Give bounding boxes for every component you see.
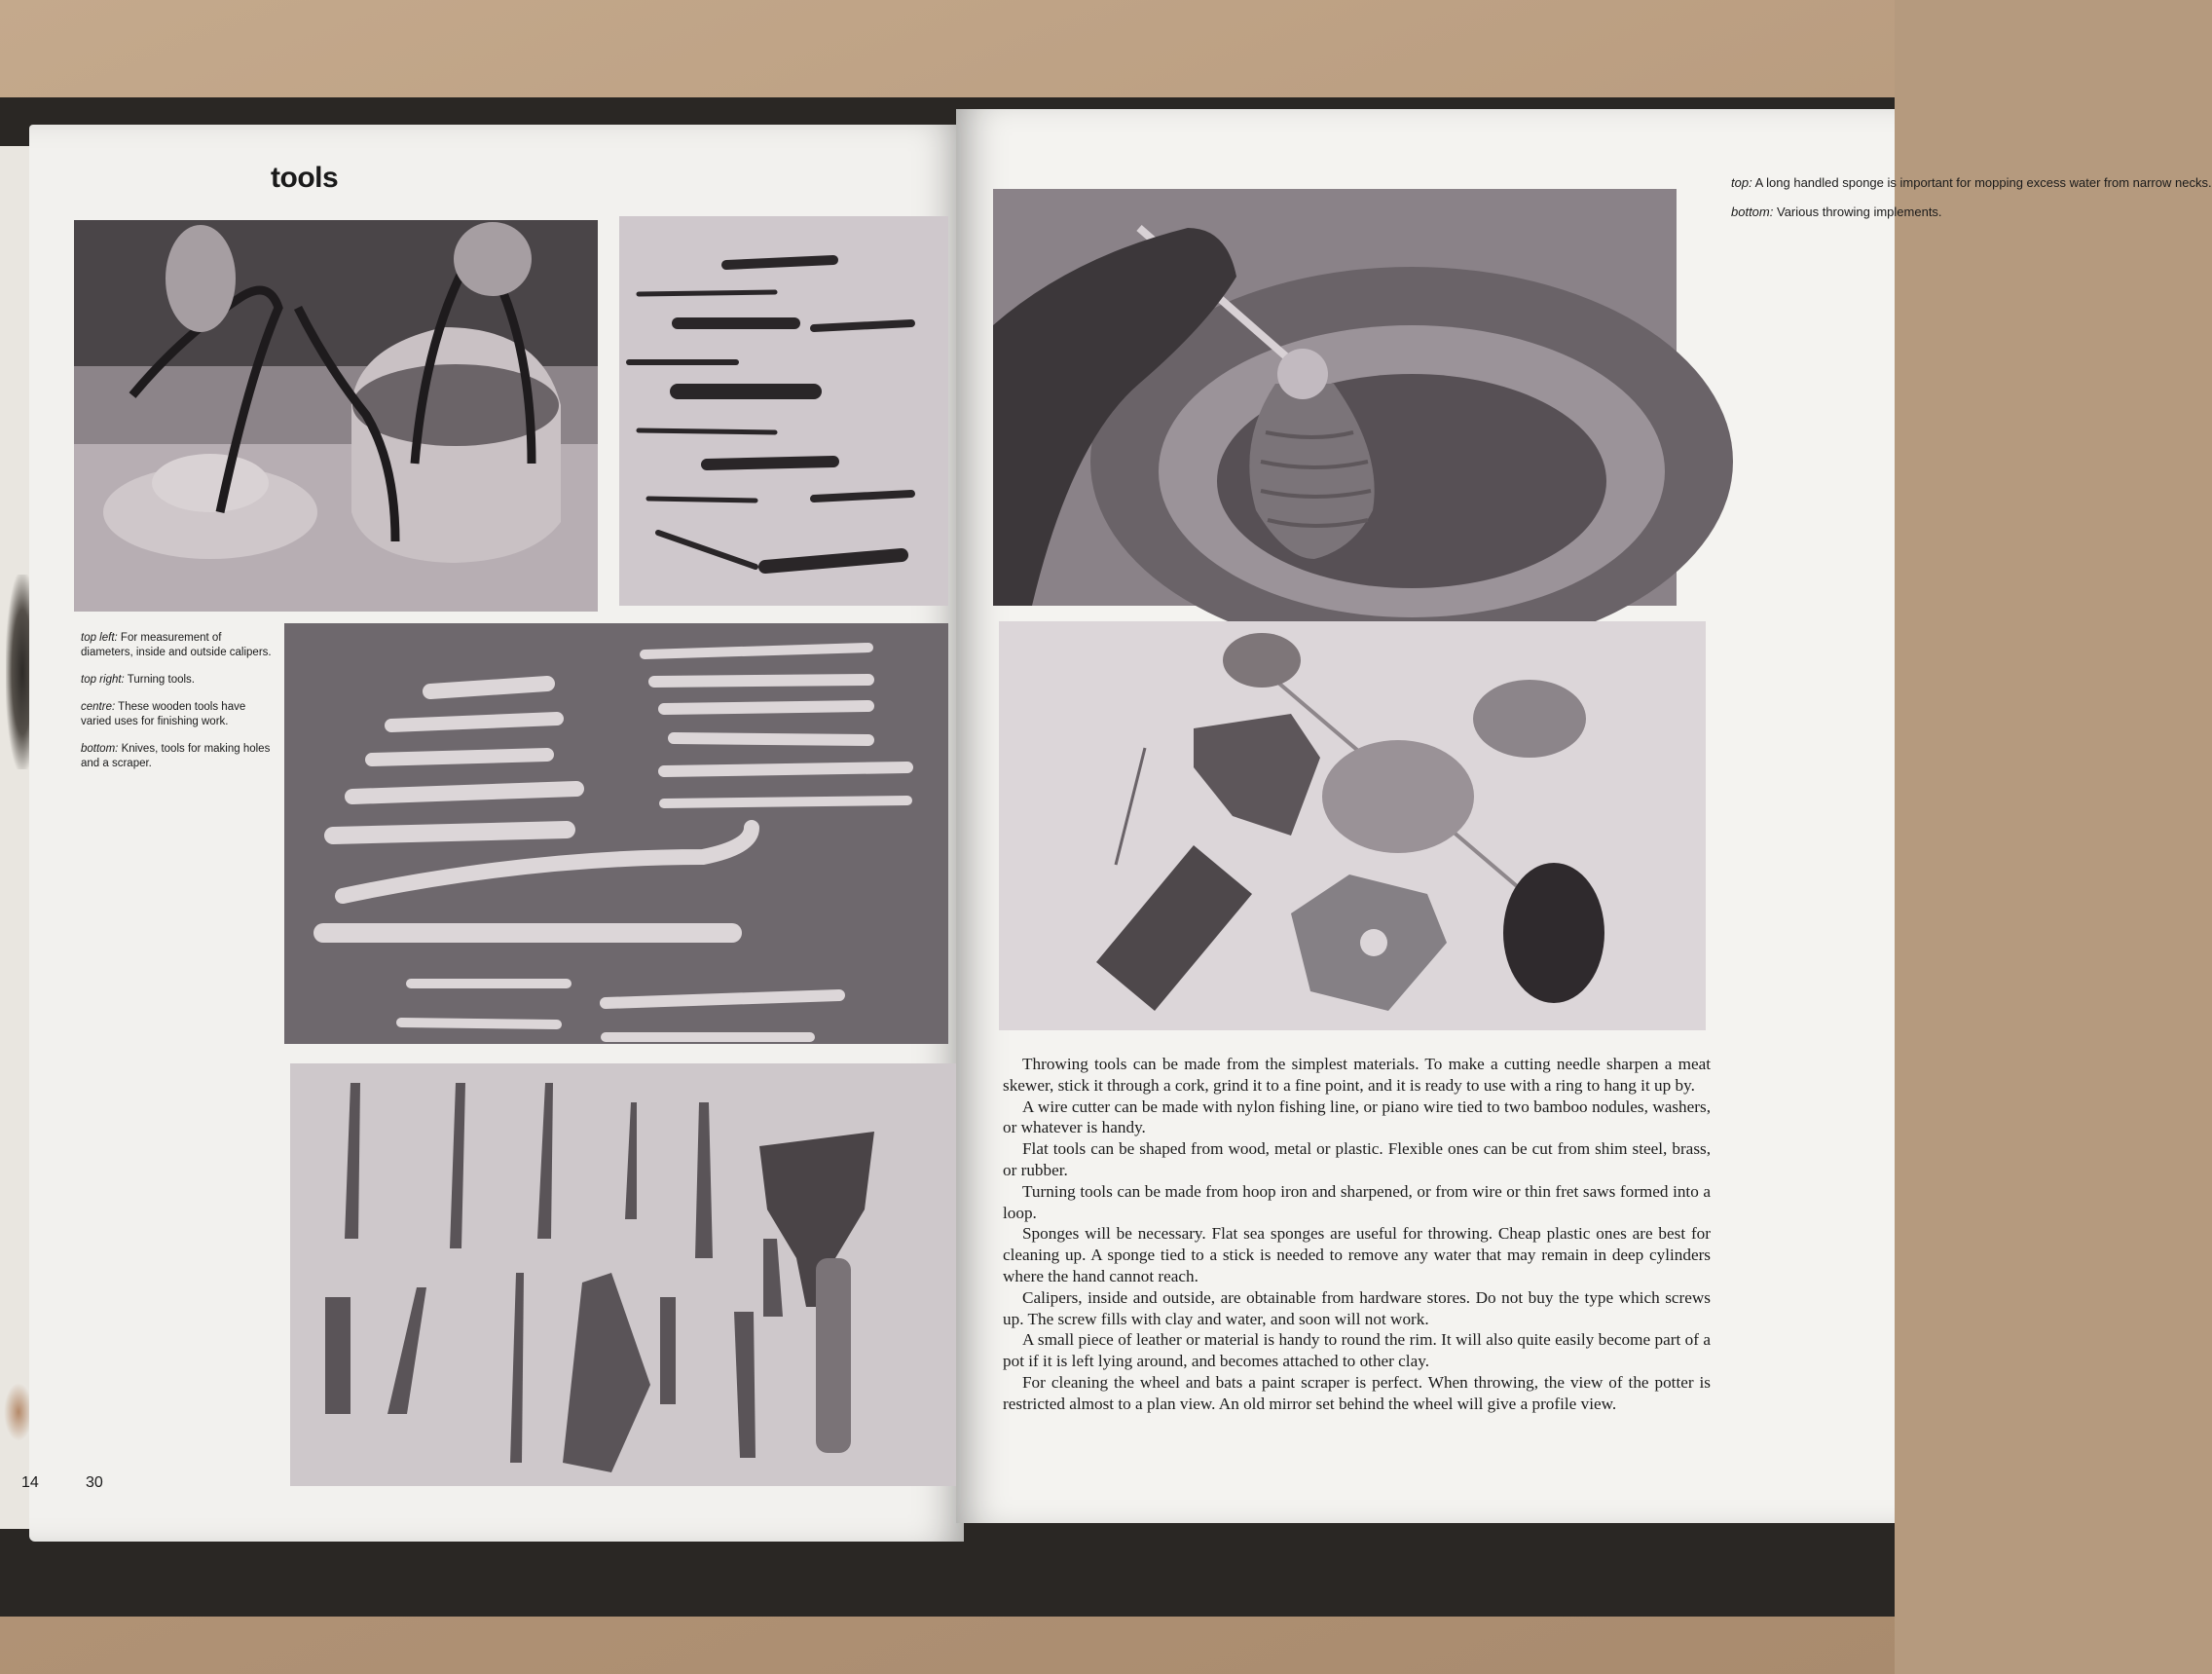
paragraph: A wire cutter can be made with nylon fishing line, or piano wire tied to two bamboo nodules, washers, or whatever is handy. (1003, 1097, 1711, 1137)
body-text (1003, 1054, 1711, 1415)
photo-calipers (74, 220, 598, 612)
page-title: tools (271, 162, 339, 194)
calipers-illustration (74, 220, 598, 612)
paragraph: Sponges will be necessary. Flat sea sponges are useful for throwing. Cheap plastic ones are best for cleaning up. A sponge tied to a stick is needed to remove any water that may remain in deep cylinders where the hand cannot reach. (1003, 1224, 1711, 1285)
turning-tools-illustration (619, 216, 948, 606)
caption-centre: centre: These wooden tools have varied uses for finishing work. (81, 701, 246, 727)
photo-wooden-tools (284, 623, 948, 1044)
caption-bottom: bottom: Knives, tools for making holes and a scraper. (81, 743, 271, 769)
right-captions (1731, 175, 2212, 234)
paragraph: Turning tools can be made from hoop iron and sharpened, or from wire or thin fret saws formed into a loop. (1003, 1181, 1711, 1222)
photo-knives-scraper (290, 1063, 956, 1486)
photo-turning-tools (619, 216, 948, 606)
paragraph: A small piece of leather or material is handy to round the rim. It will also quite easily become part of a pot if it is left lying around, and becomes attached to other clay. (1003, 1330, 1711, 1371)
paragraph: Throwing tools can be made from the simplest materials. To make a cutting needle sharpen a meat skewer, stick it through a cork, grind it to a fine point, and it is ready to use with a ring to hang it up by. (1003, 1055, 1711, 1095)
caption-top: top: A long handled sponge is important for mopping excess water from narrow necks. (1731, 175, 2212, 190)
paragraph: Calipers, inside and outside, are obtainable from hardware stores. Do not buy the type which screws up. The screw fills with clay and water, and soon will not work. (1003, 1287, 1711, 1328)
paragraph: For cleaning the wheel and bats a paint scraper is perfect. When throwing, the view of the potter is restricted almost to a plan view. An old mirror set behind the wheel will give a profile view. (1003, 1372, 1711, 1413)
paragraph: Flat tools can be shaped from wood, metal or plastic. Flexible ones can be cut from shim steel, brass, or rubber. (1003, 1139, 1711, 1179)
caption-top-left: top left: For measurement of diameters, inside and outside calipers. (81, 632, 272, 658)
photo-throwing-implements (999, 621, 1706, 1030)
caption-top-right: top right: Turning tools. (81, 674, 195, 686)
left-captions (81, 631, 276, 784)
wheel-illustration (993, 189, 1677, 606)
caption-bottom-right: bottom: Various throwing implements. (1731, 205, 1942, 219)
wooden-tools-illustration (284, 623, 948, 1044)
knives-illustration (290, 1063, 956, 1486)
photo-sponge-on-wheel (993, 189, 1677, 606)
page-number: 30 (86, 1474, 103, 1491)
implements-illustration (999, 621, 1706, 1030)
prev-page-number: 14 (21, 1474, 39, 1491)
